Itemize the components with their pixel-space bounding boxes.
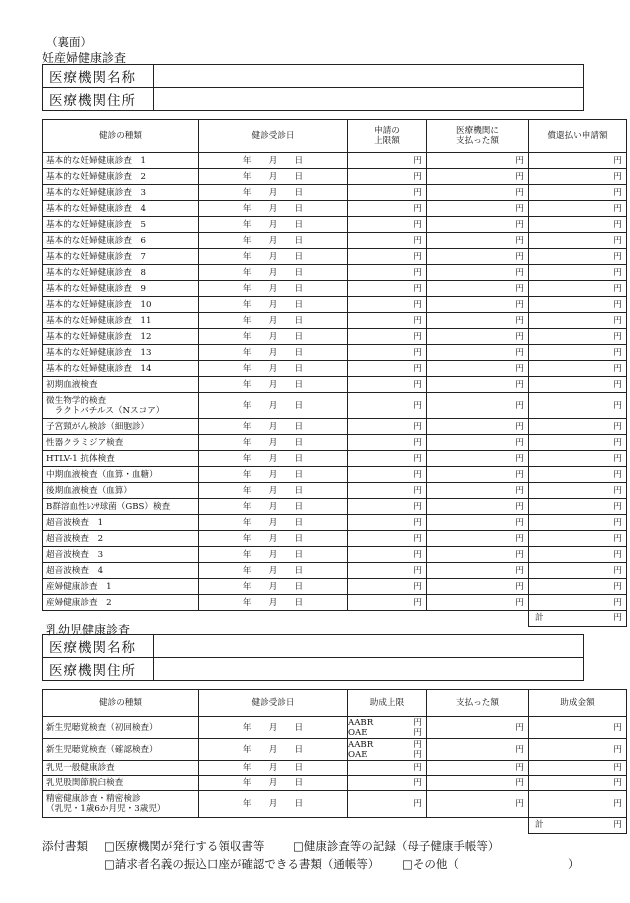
exam-type: 新生児聴覚検査（初回検査） [43, 717, 199, 739]
amount-field[interactable]: 円 [529, 467, 627, 483]
amount-field[interactable]: 円 [529, 776, 627, 791]
amount-field[interactable]: 円 [529, 217, 627, 233]
amount-field[interactable]: 円 [348, 393, 427, 419]
exam-type: 基本的な妊婦健康診査 7 [43, 249, 199, 265]
exam-type: 基本的な妊婦健康診査 6 [43, 233, 199, 249]
amount-field[interactable]: 円 [529, 281, 627, 297]
exam-date-field[interactable]: 年 月 日 [199, 281, 348, 297]
exam-type: 基本的な妊婦健康診査 3 [43, 185, 199, 201]
exam-type: 乳児一般健康診査 [43, 761, 199, 776]
limit-label: OAE [348, 749, 368, 760]
table-row [43, 531, 627, 547]
exam-type: 産婦健康診査 2 [43, 595, 199, 611]
amount-field[interactable]: 円 [427, 169, 529, 185]
table-row [43, 249, 627, 265]
table-row [43, 313, 627, 329]
limit-field[interactable] [348, 717, 427, 739]
exam-date-field[interactable]: 年 月 日 [199, 297, 348, 313]
amount-field[interactable]: 円 [427, 595, 529, 611]
table-row [43, 345, 627, 361]
exam-date-field[interactable]: 年 月 日 [199, 419, 348, 435]
table-row [43, 761, 627, 776]
table-row [43, 265, 627, 281]
amount-field[interactable]: 円 [348, 201, 427, 217]
amount-field[interactable]: 円 [427, 281, 529, 297]
amount-field[interactable]: 円 [427, 739, 529, 761]
table-row [43, 579, 627, 595]
exam-type: 新生児聴覚検査（確認検査） [43, 739, 199, 761]
table-row [43, 281, 627, 297]
amount-field[interactable]: 円 [348, 563, 427, 579]
limit-field[interactable]: 円 [348, 791, 427, 818]
exam-date-field[interactable]: 年 月 日 [199, 249, 348, 265]
amount-field[interactable]: 円 [427, 217, 529, 233]
institution-box-2 [42, 634, 584, 681]
total-row [43, 818, 627, 834]
amount-field[interactable]: 円 [529, 169, 627, 185]
limit-field[interactable]: 円 [348, 776, 427, 791]
institution-address-label: 医療機関住所 [43, 88, 154, 111]
exam-date-field[interactable]: 年 月 日 [199, 579, 348, 595]
exam-date-field[interactable]: 年 月 日 [199, 265, 348, 281]
exam-date-field[interactable]: 年 月 日 [199, 169, 348, 185]
col-header: 健診の種類 [43, 120, 199, 153]
exam-date-field[interactable]: 年 月 日 [199, 217, 348, 233]
amount-field[interactable]: 円 [348, 169, 427, 185]
institution-name-field[interactable] [154, 65, 584, 88]
table-row [43, 515, 627, 531]
amount-field[interactable]: 円 [427, 761, 529, 776]
exam-date-field[interactable]: 年 月 日 [199, 483, 348, 499]
amount-field[interactable]: 円 [348, 153, 427, 169]
amount-field[interactable]: 円 [427, 776, 529, 791]
amount-field[interactable]: 円 [348, 515, 427, 531]
exam-date-field[interactable]: 年 月 日 [199, 563, 348, 579]
amount-field[interactable]: 円 [529, 345, 627, 361]
infant-exam-table [42, 689, 627, 834]
table-row [43, 499, 627, 515]
institution-address-label: 医療機関住所 [43, 658, 154, 681]
amount-field[interactable]: 円 [427, 515, 529, 531]
exam-type: 中期血液検査（血算・血糖） [43, 467, 199, 483]
amount-field[interactable]: 円 [348, 531, 427, 547]
col-header: 支払った額 [427, 690, 529, 717]
exam-type: 超音波検査 4 [43, 563, 199, 579]
amount-field[interactable]: 円 [348, 377, 427, 393]
exam-date-field[interactable]: 年 月 日 [199, 547, 348, 563]
exam-type: 性器クラミジア検査 [43, 435, 199, 451]
amount-field[interactable]: 円 [529, 361, 627, 377]
amount-field[interactable]: 円 [529, 451, 627, 467]
total-label: 計 [535, 613, 544, 623]
amount-field[interactable]: 円 [427, 483, 529, 499]
exam-date-field[interactable]: 年 月 日 [199, 435, 348, 451]
amount-field[interactable]: 円 [529, 329, 627, 345]
amount-field[interactable]: 円 [427, 329, 529, 345]
exam-date-field[interactable]: 年 月 日 [199, 499, 348, 515]
exam-type: B群溶血性ﾚﾝｻ球菌（GBS）検査 [43, 499, 199, 515]
table-row [43, 185, 627, 201]
exam-date-field[interactable]: 年 月 日 [199, 776, 348, 791]
table-row [43, 419, 627, 435]
exam-type: 初期血液検査 [43, 377, 199, 393]
table-row [43, 233, 627, 249]
amount-field[interactable]: 円 [529, 435, 627, 451]
limit-unit: 円 [413, 739, 422, 750]
amount-field[interactable]: 円 [348, 185, 427, 201]
exam-type: 基本的な妊婦健康診査 2 [43, 169, 199, 185]
exam-date-field[interactable]: 年 月 日 [199, 329, 348, 345]
col-header: 助成上限 [348, 690, 427, 717]
amount-field[interactable]: 円 [529, 739, 627, 761]
amount-field[interactable]: 円 [427, 297, 529, 313]
col-header: 申請の 上限額 [348, 120, 427, 153]
table-row [43, 483, 627, 499]
amount-field[interactable]: 円 [348, 595, 427, 611]
exam-date-field[interactable]: 年 月 日 [199, 515, 348, 531]
amount-field[interactable]: 円 [427, 579, 529, 595]
table-row [43, 435, 627, 451]
amount-field[interactable]: 円 [427, 499, 529, 515]
amount-field[interactable]: 円 [348, 451, 427, 467]
exam-date-field[interactable]: 年 月 日 [199, 717, 348, 739]
total-row [43, 611, 627, 627]
amount-field[interactable]: 円 [348, 297, 427, 313]
institution-address-field[interactable] [154, 88, 584, 111]
table-row [43, 776, 627, 791]
amount-field[interactable]: 円 [427, 547, 529, 563]
amount-field[interactable]: 円 [529, 153, 627, 169]
amount-field[interactable]: 円 [529, 233, 627, 249]
limit-label: OAE [348, 727, 368, 738]
exam-date-field[interactable]: 年 月 日 [199, 467, 348, 483]
amount-field[interactable]: 円 [427, 153, 529, 169]
amount-field[interactable]: 円 [427, 451, 529, 467]
side-label: （裏面） [46, 35, 92, 49]
exam-type: 基本的な妊婦健康診査 1 [43, 153, 199, 169]
limit-field[interactable]: 円 [348, 761, 427, 776]
col-header: 助成金額 [529, 690, 627, 717]
amount-field[interactable]: 円 [529, 483, 627, 499]
exam-date-field[interactable]: 年 月 日 [199, 153, 348, 169]
attachments-label: 添付書類 [42, 839, 88, 853]
amount-field[interactable]: 円 [529, 515, 627, 531]
table-row [43, 451, 627, 467]
amount-field[interactable]: 円 [348, 329, 427, 345]
exam-type: 基本的な妊婦健康診査 10 [43, 297, 199, 313]
col-header: 医療機関に 支払った額 [427, 120, 529, 153]
exam-type: 精密健康診査・精密検診 （乳児・1歳6か月児・3歳児） [43, 791, 199, 818]
exam-type: 後期血液検査（血算） [43, 483, 199, 499]
limit-field[interactable] [348, 739, 427, 761]
table-row [43, 169, 627, 185]
exam-type: HTLV-1 抗体検査 [43, 451, 199, 467]
total-label: 計 [535, 820, 544, 830]
exam-type: 産婦健康診査 1 [43, 579, 199, 595]
table-row [43, 217, 627, 233]
table-row [43, 361, 627, 377]
exam-date-field[interactable]: 年 月 日 [199, 201, 348, 217]
amount-field[interactable]: 円 [348, 313, 427, 329]
amount-field[interactable]: 円 [529, 595, 627, 611]
amount-field[interactable]: 円 [348, 281, 427, 297]
amount-field[interactable]: 円 [529, 201, 627, 217]
col-header: 健診受診日 [199, 120, 348, 153]
col-header: 健診受診日 [199, 690, 348, 717]
table-row [43, 717, 627, 739]
amount-field[interactable]: 円 [427, 201, 529, 217]
pregnancy-exam-table [42, 119, 627, 627]
limit-label: AABR [348, 739, 374, 750]
total-unit: 円 [613, 820, 622, 830]
amount-field[interactable]: 円 [348, 467, 427, 483]
amount-field[interactable]: 円 [529, 185, 627, 201]
amount-field[interactable]: 円 [529, 249, 627, 265]
amount-field[interactable]: 円 [427, 233, 529, 249]
exam-date-field[interactable]: 年 月 日 [199, 233, 348, 249]
amount-field[interactable]: 円 [427, 265, 529, 281]
amount-field[interactable]: 円 [427, 345, 529, 361]
amount-field[interactable]: 円 [529, 547, 627, 563]
limit-unit: 円 [413, 717, 422, 728]
amount-field[interactable]: 円 [348, 265, 427, 281]
exam-date-field[interactable]: 年 月 日 [199, 791, 348, 818]
amount-field[interactable]: 円 [529, 297, 627, 313]
amount-field[interactable]: 円 [529, 531, 627, 547]
exam-date-field[interactable]: 年 月 日 [199, 185, 348, 201]
amount-field[interactable]: 円 [427, 313, 529, 329]
table-row [43, 329, 627, 345]
section-title-infant: 乳幼児健康診査 [46, 623, 131, 637]
amount-field[interactable]: 円 [529, 377, 627, 393]
exam-type: 子宮頸がん検診（細胞診） [43, 419, 199, 435]
attach-other-close: ） [568, 857, 580, 871]
table-row [43, 595, 627, 611]
total-field[interactable] [529, 818, 627, 834]
exam-date-field[interactable]: 年 月 日 [199, 531, 348, 547]
table-row [43, 393, 627, 419]
amount-field[interactable]: 円 [529, 313, 627, 329]
institution-box-1 [42, 64, 584, 111]
table-row [43, 201, 627, 217]
exam-date-field[interactable]: 年 月 日 [199, 313, 348, 329]
amount-field[interactable]: 円 [529, 579, 627, 595]
amount-field[interactable]: 円 [529, 717, 627, 739]
exam-date-field[interactable]: 年 月 日 [199, 761, 348, 776]
table-row [43, 547, 627, 563]
amount-field[interactable]: 円 [427, 467, 529, 483]
amount-field[interactable]: 円 [348, 547, 427, 563]
amount-field[interactable]: 円 [529, 761, 627, 776]
amount-field[interactable]: 円 [427, 563, 529, 579]
table-row [43, 467, 627, 483]
exam-type: 超音波検査 3 [43, 547, 199, 563]
exam-date-field[interactable]: 年 月 日 [199, 595, 348, 611]
amount-field[interactable]: 円 [427, 717, 529, 739]
exam-type: 超音波検査 1 [43, 515, 199, 531]
table-row [43, 297, 627, 313]
amount-field[interactable]: 円 [427, 435, 529, 451]
amount-field[interactable]: 円 [348, 233, 427, 249]
exam-date-field[interactable]: 年 月 日 [199, 739, 348, 761]
limit-unit: 円 [413, 727, 422, 738]
exam-date-field[interactable]: 年 月 日 [199, 361, 348, 377]
amount-field[interactable]: 円 [529, 265, 627, 281]
exam-type: 基本的な妊婦健康診査 11 [43, 313, 199, 329]
attach-receipt-checkbox[interactable]: □医療機関が発行する領収書等 [104, 839, 265, 853]
amount-field[interactable]: 円 [427, 185, 529, 201]
amount-field[interactable]: 円 [348, 345, 427, 361]
amount-field[interactable]: 円 [529, 563, 627, 579]
institution-name-field[interactable] [154, 635, 584, 658]
amount-field[interactable]: 円 [529, 393, 627, 419]
limit-label: AABR [348, 717, 374, 728]
amount-field[interactable]: 円 [427, 249, 529, 265]
exam-type: 超音波検査 2 [43, 531, 199, 547]
attach-bankbook-checkbox[interactable]: □請求者名義の振込口座が確認できる書類（通帳等） [104, 857, 380, 871]
attach-other-checkbox[interactable]: □その他（ [402, 857, 459, 871]
amount-field[interactable]: 円 [427, 361, 529, 377]
total-field[interactable] [529, 611, 627, 627]
exam-type: 基本的な妊婦健康診査 13 [43, 345, 199, 361]
amount-field[interactable]: 円 [529, 791, 627, 818]
exam-type: 基本的な妊婦健康診査 4 [43, 201, 199, 217]
amount-field[interactable]: 円 [427, 377, 529, 393]
exam-type: 基本的な妊婦健康診査 8 [43, 265, 199, 281]
col-header: 健診の種類 [43, 690, 199, 717]
total-unit: 円 [613, 613, 622, 623]
col-header: 償還払い申請額 [529, 120, 627, 153]
table-row [43, 377, 627, 393]
table-row [43, 791, 627, 818]
amount-field[interactable]: 円 [348, 579, 427, 595]
amount-field[interactable]: 円 [427, 419, 529, 435]
table-row [43, 739, 627, 761]
exam-type: 基本的な妊婦健康診査 14 [43, 361, 199, 377]
exam-date-field[interactable]: 年 月 日 [199, 393, 348, 419]
exam-type: 微生物学的検査 ラクトバチルス（Nスコア） [43, 393, 199, 419]
amount-field[interactable]: 円 [529, 499, 627, 515]
attach-record-checkbox[interactable]: □健康診査等の記録（母子健康手帳等） [293, 839, 500, 853]
exam-date-field[interactable]: 年 月 日 [199, 451, 348, 467]
amount-field[interactable]: 円 [427, 531, 529, 547]
amount-field[interactable]: 円 [529, 419, 627, 435]
institution-name-label: 医療機関名称 [43, 65, 154, 88]
amount-field[interactable]: 円 [348, 483, 427, 499]
table-row [43, 563, 627, 579]
amount-field[interactable]: 円 [348, 499, 427, 515]
exam-type: 基本的な妊婦健康診査 12 [43, 329, 199, 345]
institution-name-label: 医療機関名称 [43, 635, 154, 658]
section-title-pregnancy: 妊産婦健康診査 [42, 51, 127, 65]
exam-type: 基本的な妊婦健康診査 5 [43, 217, 199, 233]
amount-field[interactable]: 円 [348, 249, 427, 265]
amount-field[interactable]: 円 [348, 435, 427, 451]
exam-type: 基本的な妊婦健康診査 9 [43, 281, 199, 297]
exam-type: 乳児股関節脱臼検査 [43, 776, 199, 791]
amount-field[interactable]: 円 [348, 419, 427, 435]
amount-field[interactable]: 円 [427, 791, 529, 818]
institution-address-field[interactable] [154, 658, 584, 681]
exam-date-field[interactable]: 年 月 日 [199, 377, 348, 393]
amount-field[interactable]: 円 [348, 217, 427, 233]
limit-unit: 円 [413, 749, 422, 760]
exam-date-field[interactable]: 年 月 日 [199, 345, 348, 361]
table-row [43, 153, 627, 169]
amount-field[interactable]: 円 [427, 393, 529, 419]
amount-field[interactable]: 円 [348, 361, 427, 377]
